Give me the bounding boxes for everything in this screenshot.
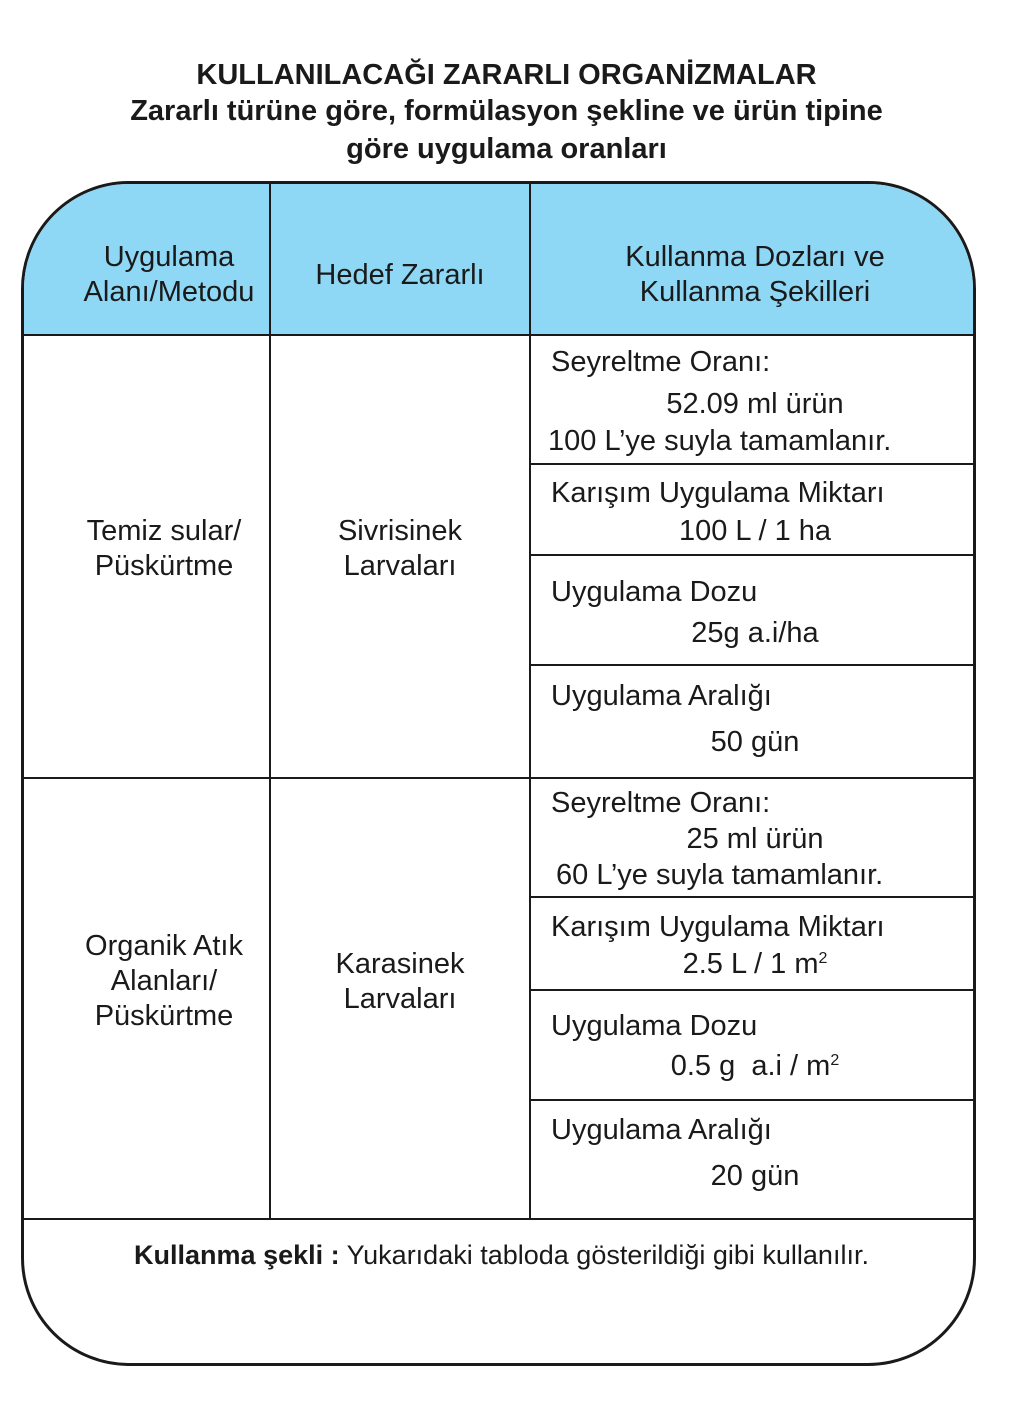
header-dosage bbox=[531, 240, 976, 310]
row-1-mix-value: 100 L / 1 ha bbox=[678, 515, 832, 547]
row-2-mix-label: Karışım Uygulama Miktarı bbox=[551, 911, 885, 943]
row-2-interval-label: Uygulama Aralığı bbox=[551, 1114, 772, 1146]
subrow-divider bbox=[530, 463, 976, 465]
row-1-mix-label: Karışım Uygulama Miktarı bbox=[551, 477, 885, 509]
row-1-dilution-note: 100 L’ye suyla tamamlanır. bbox=[548, 425, 892, 457]
header-application-area-line-1: Uygulama bbox=[103, 241, 235, 273]
table-bottom-divider bbox=[24, 1218, 976, 1220]
row-2-mix-value bbox=[531, 947, 976, 982]
header-target-pest bbox=[271, 258, 529, 293]
row-1-target-line-1: Sivrisinek bbox=[337, 515, 463, 547]
row-2-dilution-note: 60 L’ye suyla tamamlanır. bbox=[556, 859, 884, 891]
row-1-target-line-2: Larvaları bbox=[343, 550, 457, 582]
row-2-area-line-3: Püskürtme bbox=[94, 1000, 234, 1032]
row-2-dose-label: Uygulama Dozu bbox=[551, 1010, 758, 1042]
row-2-dose-value bbox=[531, 1049, 976, 1084]
subrow-divider bbox=[530, 1099, 976, 1101]
header-dosage-line-2: Kullanma Şekilleri bbox=[639, 276, 871, 308]
row-2-target-line-1: Karasinek bbox=[335, 948, 465, 980]
title-line-2: Zararlı türüne göre, formülasyon şekline ve ürün tipine bbox=[130, 95, 883, 127]
row-2-target-line-2: Larvaları bbox=[343, 983, 457, 1015]
header-target-pest-text: Hedef Zararlı bbox=[315, 259, 485, 291]
row-2-dose-superscript: 2 bbox=[830, 1052, 840, 1069]
row-2-mix-value-text: 2.5 L / 1 m bbox=[682, 948, 819, 980]
row-divider bbox=[24, 777, 976, 779]
header-dosage-line-1: Kullanma Dozları ve bbox=[625, 241, 885, 273]
usage-note-label: Kullanma şekli : bbox=[134, 1240, 340, 1270]
row-2-area-line-2: Alanları/ bbox=[110, 965, 218, 997]
title-line-3: göre uygulama oranları bbox=[346, 133, 667, 165]
row-1-dose-value: 25g a.i/ha bbox=[691, 617, 819, 649]
row-2-target-pest bbox=[271, 947, 529, 1017]
row-1-area-line-1: Temiz sular/ bbox=[86, 515, 242, 547]
title-line-1: KULLANILACAĞI ZARARLI ORGANİZMALAR bbox=[196, 59, 817, 91]
row-2-interval-value: 20 gün bbox=[710, 1160, 800, 1192]
row-2-area-line-1: Organik Atık bbox=[85, 930, 243, 962]
row-2-mix-superscript: 2 bbox=[818, 950, 828, 967]
row-1-dilution-value: 52.09 ml ürün bbox=[666, 388, 844, 420]
row-2-dose-value-text: 0.5 g a.i / m bbox=[670, 1050, 831, 1082]
usage-note-text: Yukarıdaki tabloda gösterildiği gibi kullanılır. bbox=[339, 1240, 869, 1270]
subrow-divider bbox=[530, 554, 976, 556]
column-divider-1 bbox=[269, 184, 271, 1220]
row-2-dilution-label: Seyreltme Oranı: bbox=[551, 787, 771, 819]
subrow-divider bbox=[530, 664, 976, 666]
usage-note bbox=[24, 1238, 976, 1272]
subrow-divider bbox=[530, 896, 976, 898]
header-application-area-line-2: Alanı/Metodu bbox=[83, 276, 255, 308]
row-1-target-pest bbox=[271, 514, 529, 584]
row-2-application-area bbox=[24, 929, 304, 1034]
usage-table bbox=[21, 181, 976, 1366]
subrow-divider bbox=[530, 989, 976, 991]
row-1-area-line-2: Püskürtme bbox=[94, 550, 234, 582]
row-1-interval-value: 50 gün bbox=[710, 726, 800, 758]
row-1-application-area bbox=[24, 514, 304, 584]
row-1-dilution-label: Seyreltme Oranı: bbox=[551, 346, 771, 378]
row-1-dose-label: Uygulama Dozu bbox=[551, 576, 758, 608]
row-1-interval-label: Uygulama Aralığı bbox=[551, 680, 772, 712]
row-2-dilution-value: 25 ml ürün bbox=[686, 823, 824, 855]
